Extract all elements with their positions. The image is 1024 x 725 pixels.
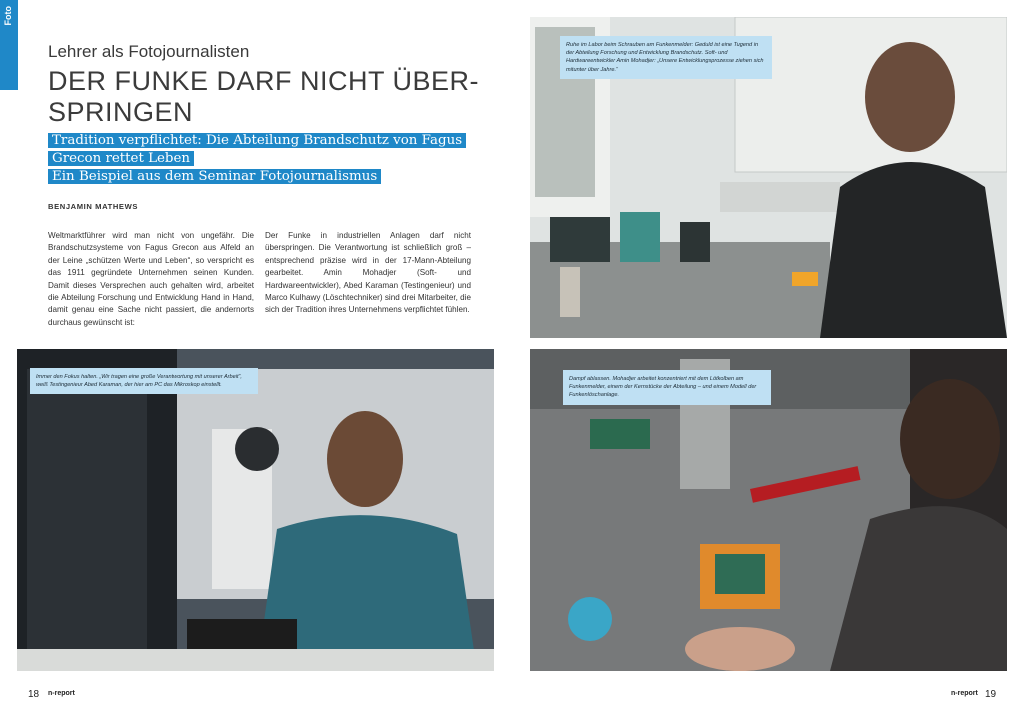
- magazine-brand-right: n-report: [951, 690, 978, 697]
- article-headline: DER FUNKE DARF NICHT ÜBER-SPRINGEN: [48, 66, 480, 127]
- photo-microscope: [17, 349, 494, 671]
- section-tab: [0, 0, 18, 90]
- subline-line-1: Tradition verpflichtet: Die Abteilung Brandschutz von Fagus Grecon rettet Leben: [48, 133, 466, 166]
- article-kicker: Lehrer als Fotojournalisten: [48, 42, 250, 61]
- subline-line-2: Ein Beispiel aus dem Seminar Fotojournalismus: [48, 169, 381, 184]
- body-column-1: Weltmarktführer wird man nicht von ungefähr. Die Brandschutzsysteme von Fagus Grecon aus Alfeld an der Leine „schützen Werte und Leben“, so verspricht es das 1911 gegründete Unternehmen seinen Kunden. Damit dieses Versprechen auch gehalten wird, arbeitet die Abteilung Forschung und Entwicklung Hand in Hand, damit genau eine Sache nicht passiert, die andernorts durchaus gewünscht ist:: [48, 231, 254, 327]
- photo-caption-3: Dampf ablassen. Mohadjer arbeitet konzentriert mit dem Lötkolben am Funkenmelder, einem der Kernstücke der Abteilung – und einem Modell der Funkenlöschanlage.: [563, 370, 771, 405]
- photo-caption-2: Immer den Fokus halten. „Wir tragen eine große Verantwortung mit unserer Arbeit“, weiß Testingenieur Abed Karaman, der hier am PC das Mikroskop einstellt.: [30, 368, 258, 394]
- section-tab-label: Foto: [3, 6, 13, 26]
- article-author: BENJAMIN MATHEWS: [48, 202, 139, 211]
- article-subline: [48, 132, 488, 186]
- body-column-2: Der Funke in industriellen Anlagen darf nicht überspringen. Die Verantwortung ist schließlich groß – entsprechend präzise wird in der 17-Mann-Abteilung gearbeitet. Amin Mohadjer (Soft- und Hardwareentwickler), Abed Karaman (Testingenieur) und Marco Kulhawy (Löschtechniker) sind drei Mitarbeiter, die sich der Tradition ihres Unternehmens verpflichtet fühlen.: [265, 231, 471, 315]
- page-number-left: 18: [28, 689, 40, 700]
- magazine-brand-left: n-report: [48, 690, 75, 697]
- photo-caption-1: Ruhe im Labor beim Schrauben am Funkenmelder: Geduld ist eine Tugend in der Abteilung Forschung und Entwicklung Brandschutz. Soft- und Hardwareentwickler Amin Mohadjer: „Unsere Entwicklungsprozesse ziehen sich mitunter über Jahre.“: [560, 36, 772, 79]
- page-number-right: 19: [985, 689, 997, 700]
